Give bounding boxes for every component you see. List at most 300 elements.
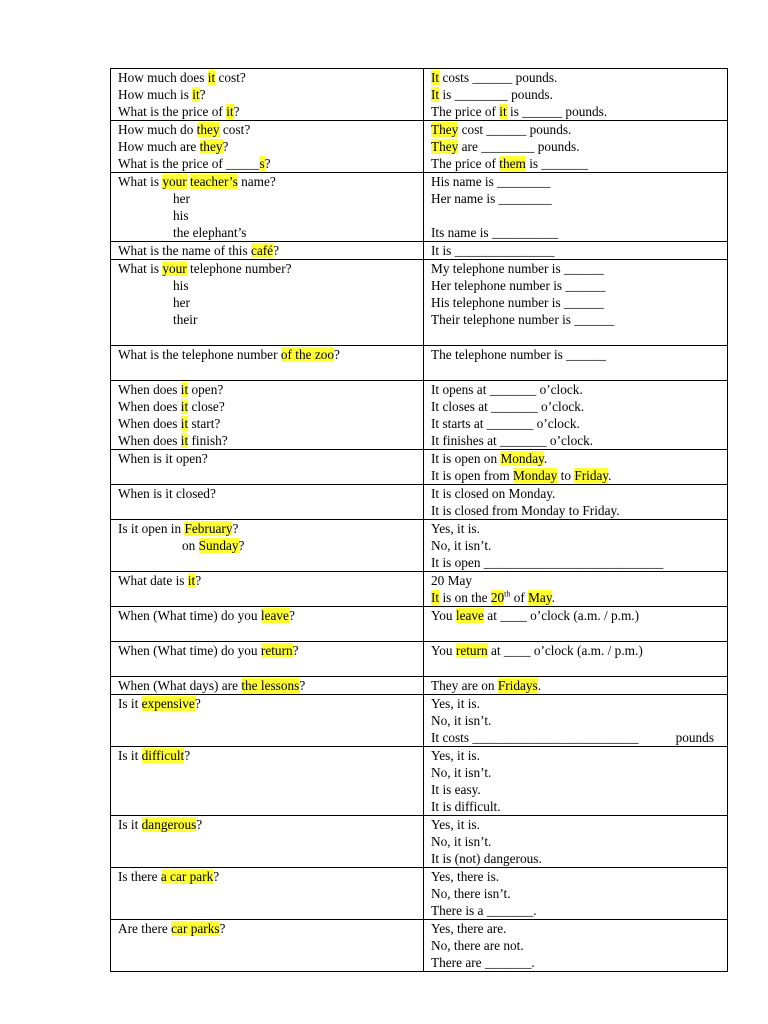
answer-cell [424, 677, 728, 695]
highlighted-word: Friday [574, 468, 609, 483]
answer-cell-line [431, 502, 727, 519]
question-cell [111, 242, 424, 260]
text-segment: When is it closed? [118, 486, 216, 501]
answer-cell-line [431, 885, 727, 902]
text-segment: Is it [118, 817, 142, 832]
text-segment: It is easy. [431, 782, 481, 797]
text-segment: their [173, 312, 198, 327]
text-segment: It is closed from Monday to Friday. [431, 503, 620, 518]
text-segment: Yes, it is. [431, 521, 480, 536]
phrase-table [110, 68, 728, 972]
text-segment: It is open ___________________________ [431, 555, 664, 570]
text-segment: Are there [118, 921, 172, 936]
text-segment: It closes at _______ o’clock. [431, 399, 585, 414]
answer-cell-line [431, 138, 727, 155]
question-cell-line [118, 86, 423, 103]
text-segment: What is [118, 174, 163, 189]
text-segment: ? [273, 243, 279, 258]
table-row [111, 69, 728, 121]
highlighted-word: your [162, 261, 187, 276]
answer-cell-line [431, 902, 727, 919]
line-left-part [431, 729, 639, 746]
text-segment: No, it isn’t. [431, 765, 492, 780]
question-cell-line [118, 260, 423, 277]
text-segment: Their telephone number is ______ [431, 312, 615, 327]
question-cell-line [118, 103, 423, 120]
question-cell-line [118, 398, 423, 415]
answer-cell [424, 747, 728, 816]
text-segment: her [173, 295, 190, 310]
answer-cell-line [431, 642, 727, 659]
text-segment: is ________ pounds. [439, 87, 553, 102]
text-segment: Is it [118, 696, 142, 711]
text-segment: ? [292, 643, 299, 658]
answer-cell-line [431, 554, 727, 571]
text-segment: ? [195, 573, 202, 588]
highlighted-word: it [180, 416, 189, 431]
question-cell-line [118, 920, 423, 937]
text-segment: ? [334, 347, 340, 362]
answer-cell-line [431, 589, 727, 606]
highlighted-word: Monday [500, 451, 544, 466]
text-segment: Yes, it is. [431, 817, 480, 832]
highlighted-word: return [455, 643, 488, 658]
question-cell [111, 677, 424, 695]
answer-cell [424, 485, 728, 520]
answer-cell [424, 607, 728, 642]
question-cell-line [118, 642, 423, 659]
text-segment: Her name is ________ [431, 191, 552, 206]
highlighted-word: they [199, 139, 223, 154]
answer-cell-line [431, 816, 727, 833]
highlighted-word: leave [260, 608, 289, 623]
question-cell-line [118, 224, 423, 241]
question-cell [111, 747, 424, 816]
highlighted-word: It [431, 590, 440, 605]
table-row [111, 920, 728, 972]
text-segment: Yes, there is. [431, 869, 500, 884]
answer-cell-line [431, 954, 727, 971]
text-segment: ? [233, 104, 240, 119]
question-cell-line [118, 747, 423, 764]
highlighted-word: it [207, 70, 216, 85]
highlighted-word: February [184, 521, 233, 536]
question-cell [111, 450, 424, 485]
text-segment: When does [118, 382, 181, 397]
text-segment: ? [288, 608, 295, 623]
highlighted-word: It [431, 70, 440, 85]
answer-cell-line [431, 381, 727, 398]
highlighted-word: it [226, 104, 234, 119]
answer-cell-line [431, 607, 727, 624]
text-segment: There is a _______. [431, 903, 537, 918]
text-segment: It is closed on Monday. [431, 486, 556, 501]
table-row [111, 173, 728, 242]
question-cell-line [118, 816, 423, 833]
highlighted-word: it [180, 399, 189, 414]
text-segment: at ____ o’clock (a.m. / p.m.) [487, 643, 643, 658]
question-cell-line [118, 537, 423, 554]
question-cell-line [118, 520, 423, 537]
highlighted-word: They [431, 122, 459, 137]
question-cell [111, 642, 424, 677]
text-segment: pounds [675, 730, 714, 745]
text-segment: When (What days) are [118, 678, 242, 693]
question-cell-line [118, 381, 423, 398]
text-segment: finish? [188, 433, 228, 448]
answer-cell-line [431, 432, 727, 449]
text-segment: No, there are not. [431, 938, 524, 953]
text-segment: ? [199, 87, 206, 102]
text-segment: What is the price of [118, 104, 227, 119]
highlighted-word: car parks [171, 921, 220, 936]
table-row [111, 816, 728, 868]
text-segment: It is (not) dangerous. [431, 851, 542, 866]
question-cell-line [118, 311, 423, 328]
answer-cell-line [431, 415, 727, 432]
question-cell-line [118, 207, 423, 224]
text-segment: at ____ o’clock (a.m. / p.m.) [483, 608, 640, 623]
text-segment: the elephant’s [173, 225, 247, 240]
answer-cell-line [431, 572, 727, 589]
answer-cell [424, 69, 728, 121]
highlighted-word: your [162, 174, 187, 189]
answer-cell-line [431, 260, 727, 277]
answer-cell [424, 816, 728, 868]
table-row [111, 520, 728, 572]
text-segment: When does [118, 399, 181, 414]
text-segment: Is there [118, 869, 161, 884]
answer-cell [424, 520, 728, 572]
question-cell-line [118, 294, 423, 311]
highlighted-word: return [260, 643, 293, 658]
text-segment: Its name is __________ [431, 225, 559, 240]
question-cell [111, 69, 424, 121]
answer-cell [424, 121, 728, 173]
text-segment: What is the price of _____ [118, 156, 260, 171]
question-cell-line [118, 607, 423, 624]
table-row [111, 642, 728, 677]
text-segment: cost? [215, 70, 246, 85]
answer-cell-line [431, 537, 727, 554]
text-segment: What is [118, 261, 163, 276]
answer-cell-line [431, 659, 727, 676]
question-cell [111, 572, 424, 607]
text-segment: Yes, it is. [431, 748, 480, 763]
highlighted-word: 20 [490, 590, 505, 605]
text-segment: When does [118, 416, 181, 431]
question-cell-line [118, 432, 423, 449]
text-segment: How much is [118, 87, 193, 102]
answer-cell-line [431, 729, 727, 746]
text-segment: on [182, 538, 199, 553]
text-segment: You [431, 608, 456, 623]
question-cell-line [118, 155, 423, 172]
highlighted-word: them [499, 156, 526, 171]
question-cell-line [118, 190, 423, 207]
highlighted-word: leave [455, 608, 484, 623]
text-segment: cost? [219, 122, 251, 137]
table-row [111, 260, 728, 346]
text-segment: It starts at _______ o’clock. [431, 416, 580, 431]
highlighted-word: it [192, 87, 200, 102]
answer-cell [424, 381, 728, 450]
question-cell-line [118, 138, 423, 155]
highlighted-word: expensive [141, 696, 195, 711]
question-cell-line [118, 69, 423, 86]
answer-cell-line [431, 850, 727, 867]
text-segment: Yes, it is. [431, 696, 480, 711]
text-segment: is _______ [525, 156, 588, 171]
text-segment: cost ______ pounds. [458, 122, 572, 137]
text-segment: The price of [431, 156, 500, 171]
question-cell [111, 121, 424, 173]
highlighted-word: Sunday [198, 538, 239, 553]
table-row [111, 346, 728, 381]
answer-cell [424, 572, 728, 607]
answer-cell-line [431, 624, 727, 641]
answer-cell-line [431, 467, 727, 484]
text-segment: My telephone number is ______ [431, 261, 604, 276]
text-segment: is ______ pounds. [506, 104, 608, 119]
text-segment: costs ______ pounds. [439, 70, 558, 85]
text-segment: telephone number? [186, 261, 292, 276]
text-segment: . [608, 468, 612, 483]
question-cell-line [118, 624, 423, 641]
text-segment: There are _______. [431, 955, 535, 970]
text-segment: her [173, 191, 190, 206]
text-segment: . [537, 678, 542, 693]
text-segment: . [543, 451, 548, 466]
highlighted-word: teacher’s [190, 174, 238, 189]
highlighted-word: it [499, 104, 507, 119]
answer-cell-line [431, 190, 727, 207]
table-row [111, 450, 728, 485]
text-segment: What is the name of this [118, 243, 251, 258]
question-cell-line [118, 415, 423, 432]
highlighted-word: They [431, 139, 459, 154]
highlighted-word: it [187, 573, 196, 588]
text-segment: his [173, 208, 189, 223]
answer-cell-line [431, 224, 727, 241]
text-segment: is on the [439, 590, 491, 605]
text-segment: Is it open in [118, 521, 185, 536]
question-cell [111, 920, 424, 972]
highlighted-word: café [250, 243, 274, 258]
answer-cell-line [431, 173, 727, 190]
text-segment: ? [238, 538, 245, 553]
phrase-table-body [111, 69, 728, 972]
table-row [111, 485, 728, 520]
answer-cell-line [431, 363, 727, 380]
answer-cell-line [431, 695, 727, 712]
answer-cell-line [431, 86, 727, 103]
text-segment: How much are [118, 139, 200, 154]
question-cell-line [118, 328, 423, 345]
text-segment: It is open from [431, 468, 513, 483]
question-cell [111, 695, 424, 747]
text-segment: How much does [118, 70, 208, 85]
answer-cell-line [431, 712, 727, 729]
question-cell-line [118, 242, 423, 259]
answer-cell-line [431, 121, 727, 138]
text-segment: ? [222, 139, 229, 154]
table-row [111, 868, 728, 920]
text-segment: It is difficult. [431, 799, 501, 814]
question-cell [111, 520, 424, 572]
text-segment: . [551, 590, 555, 605]
text-segment: It is open on [431, 451, 501, 466]
text-segment: When (What time) do you [118, 608, 261, 623]
text-segment: They are on [431, 678, 498, 693]
answer-cell [424, 920, 728, 972]
answer-cell-line [431, 764, 727, 781]
highlighted-word: Monday [512, 468, 558, 483]
answer-cell-line [431, 346, 727, 363]
question-cell-line [118, 868, 423, 885]
highlighted-word: dangerous [141, 817, 197, 832]
text-segment: ? [196, 817, 203, 832]
answer-cell-line [431, 311, 727, 328]
text-segment: are ________ pounds. [458, 139, 580, 154]
question-cell-line [118, 173, 423, 190]
answer-cell-line [431, 277, 727, 294]
question-cell-line [118, 659, 423, 676]
answer-cell-line [431, 747, 727, 764]
answer-cell-line [431, 242, 727, 259]
answer-cell [424, 642, 728, 677]
highlighted-word: May [528, 590, 552, 605]
highlighted-word: of the zoo [280, 347, 335, 362]
text-segment: When does [118, 433, 181, 448]
answer-cell [424, 260, 728, 346]
answer-cell [424, 173, 728, 242]
text-segment: His name is ________ [431, 174, 551, 189]
answer-cell-line [431, 207, 727, 224]
table-row [111, 121, 728, 173]
text-segment: Is it [118, 748, 142, 763]
table-row [111, 747, 728, 816]
highlighted-word: s [259, 156, 265, 171]
text-segment: Her telephone number is ______ [431, 278, 606, 293]
text-segment: No, it isn’t. [431, 538, 492, 553]
answer-cell-line [431, 103, 727, 120]
answer-cell-line [431, 328, 727, 345]
text-segment: The telephone number is ______ [431, 347, 607, 362]
question-cell-line [118, 363, 423, 380]
text-segment: The price of [431, 104, 500, 119]
text-segment: His telephone number is ______ [431, 295, 604, 310]
text-segment: It opens at _______ o’clock. [431, 382, 583, 397]
question-cell-line [118, 677, 423, 694]
text-segment: open? [188, 382, 224, 397]
answer-cell-line [431, 920, 727, 937]
text-segment: close? [188, 399, 225, 414]
text-segment: What date is [118, 573, 188, 588]
table-row [111, 607, 728, 642]
answer-cell-line [431, 937, 727, 954]
question-cell [111, 607, 424, 642]
question-cell-line [118, 121, 423, 138]
answer-cell [424, 242, 728, 260]
highlighted-word: a car park [160, 869, 214, 884]
text-segment: ? [219, 921, 226, 936]
highlighted-word: it [180, 433, 189, 448]
text-segment: Yes, there are. [431, 921, 507, 936]
question-cell-line [118, 695, 423, 712]
superscript: th [504, 589, 511, 599]
question-cell-line [118, 572, 423, 589]
text-segment: No, there isn’t. [431, 886, 511, 901]
text-segment: name? [237, 174, 276, 189]
answer-cell-line [431, 798, 727, 815]
table-row [111, 572, 728, 607]
answer-cell-line [431, 294, 727, 311]
text-segment: How much do [118, 122, 197, 137]
question-cell-line [118, 277, 423, 294]
answer-cell-line [431, 398, 727, 415]
text-segment: It costs _________________________ [431, 730, 639, 745]
answer-cell [424, 450, 728, 485]
text-segment: ? [184, 748, 191, 763]
table-row [111, 695, 728, 747]
question-cell [111, 485, 424, 520]
text-segment: You [431, 643, 456, 658]
text-segment: ? [194, 696, 201, 711]
text-segment: 20 May [431, 573, 472, 588]
highlighted-word: Fridays [497, 678, 538, 693]
answer-cell-line [431, 485, 727, 502]
answer-cell [424, 346, 728, 381]
text-segment: of [510, 590, 529, 605]
text-segment: start? [188, 416, 221, 431]
text-segment: When (What time) do you [118, 643, 261, 658]
question-cell [111, 816, 424, 868]
question-cell [111, 173, 424, 242]
answer-cell-line [431, 833, 727, 850]
question-cell-line [118, 450, 423, 467]
text-segment: It is _______________ [431, 243, 555, 258]
text-segment: What is the telephone number [118, 347, 281, 362]
answer-cell-line [431, 677, 727, 694]
table-row [111, 381, 728, 450]
table-row [111, 242, 728, 260]
table-row [111, 677, 728, 695]
answer-cell-line [431, 520, 727, 537]
question-cell [111, 381, 424, 450]
answer-cell-line [431, 781, 727, 798]
text-segment: his [173, 278, 189, 293]
answer-cell [424, 868, 728, 920]
text-segment: to [557, 468, 575, 483]
text-segment: No, it isn’t. [431, 834, 492, 849]
highlighted-word: It [431, 87, 440, 102]
highlighted-word: difficult [141, 748, 185, 763]
text-segment: When is it open? [118, 451, 208, 466]
answer-cell-line [431, 155, 727, 172]
question-cell [111, 260, 424, 346]
question-cell-line [118, 346, 423, 363]
text-segment: ? [213, 869, 220, 884]
highlighted-word: the lessons [241, 678, 300, 693]
answer-cell-line [431, 69, 727, 86]
text-segment: ? [299, 678, 306, 693]
question-cell [111, 868, 424, 920]
text-segment: It finishes at _______ o’clock. [431, 433, 594, 448]
answer-cell [424, 695, 728, 747]
highlighted-word: they [196, 122, 220, 137]
question-cell-line [118, 485, 423, 502]
